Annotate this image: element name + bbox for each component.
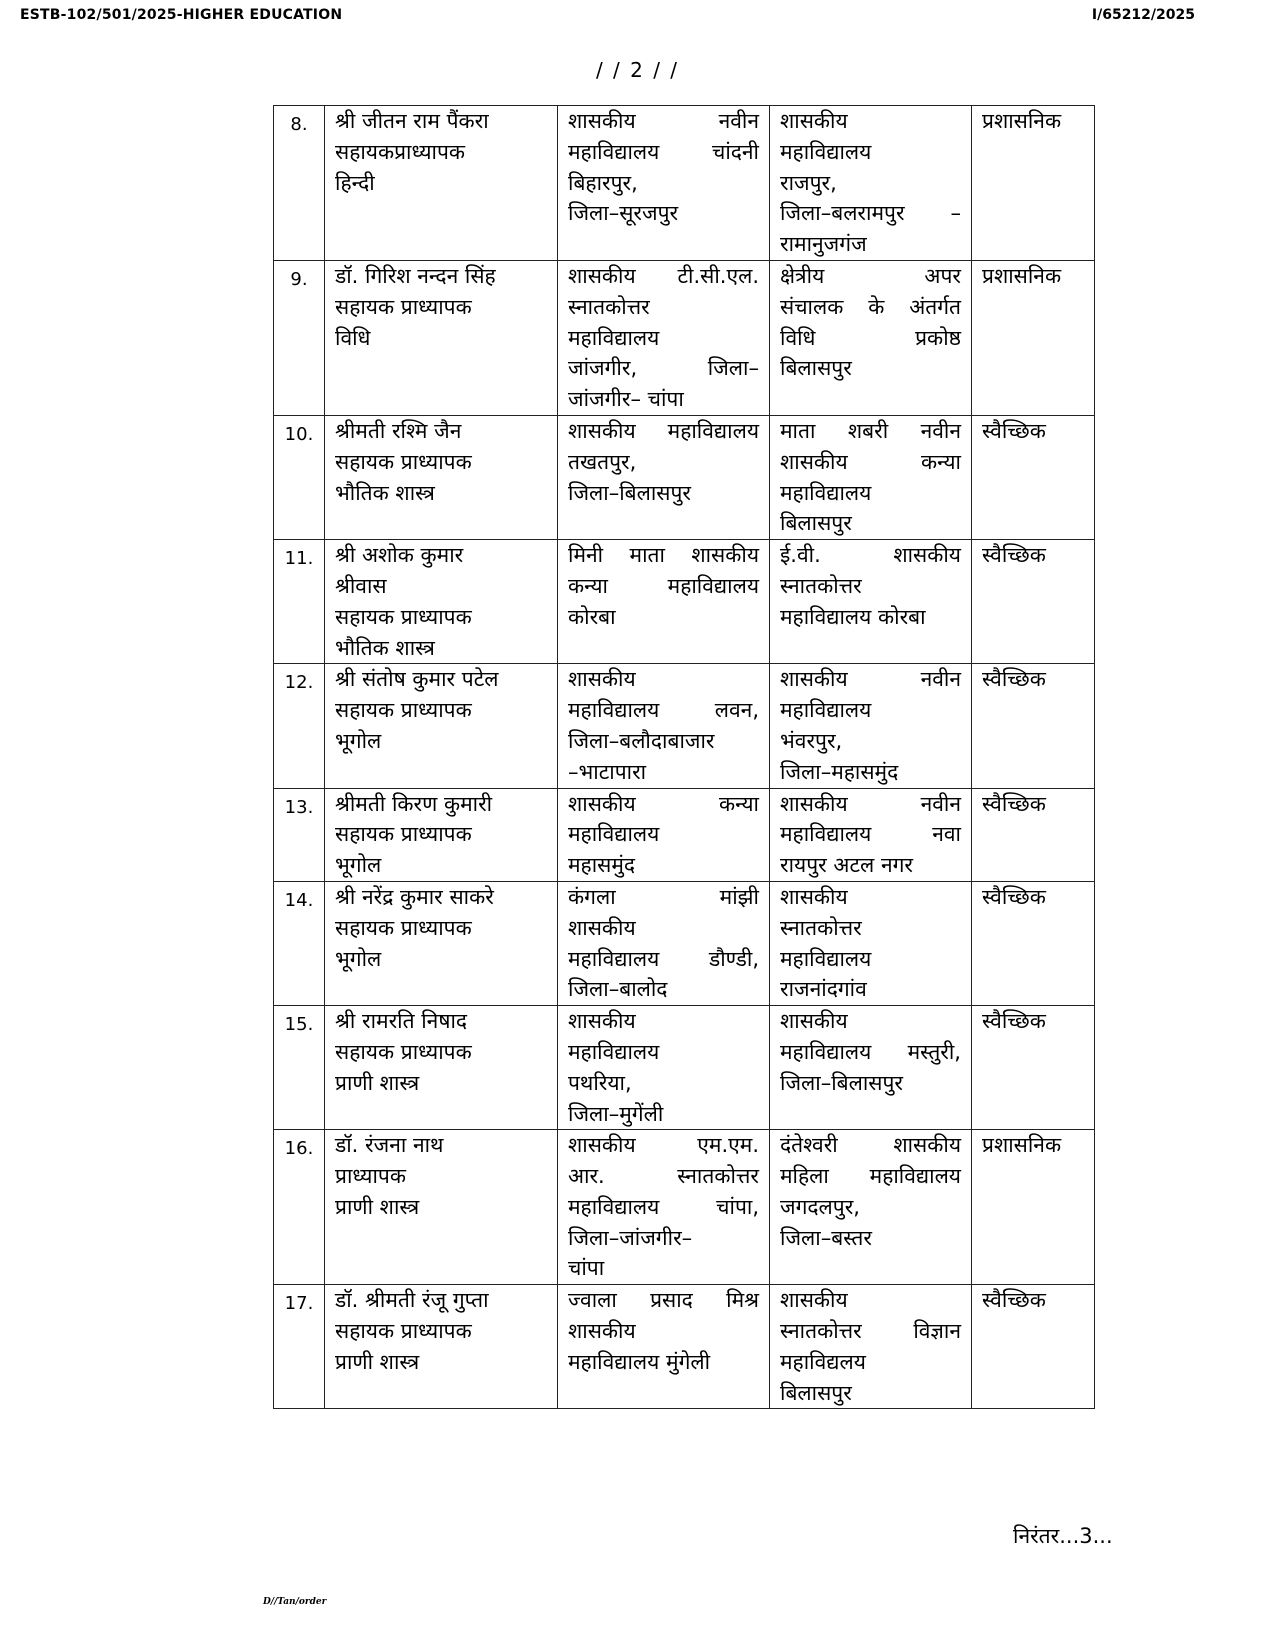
cell-line: जांजगीर, जिला–	[568, 356, 759, 381]
cell-line: शासकीय	[568, 1009, 636, 1034]
cell-line: महाविद्यालय कोरबा	[780, 604, 926, 629]
cell-line: स्नातकोत्तर विज्ञान	[780, 1319, 961, 1344]
cell-line: प्राणी शास्त्र	[335, 1194, 420, 1219]
new-posting-cell	[770, 106, 972, 261]
cell-line: भूगोल	[335, 728, 382, 753]
cell-line: श्री रामरति निषाद	[335, 1009, 468, 1034]
document-reference: I/65212/2025	[1091, 7, 1195, 23]
table-row	[274, 415, 1095, 539]
cell-line: रायपुर अटल नगर	[780, 853, 914, 878]
cell-line: भौतिक शास्त्र	[335, 635, 435, 660]
cell-line: महाविद्यालय मुंगेली	[568, 1349, 711, 1374]
new-posting-cell	[770, 540, 972, 664]
cell-line: श्रीमती किरण कुमारी	[335, 791, 493, 816]
employee-cell	[325, 664, 558, 788]
current-posting-cell	[558, 664, 770, 788]
cell-line: महाविद्यालय	[568, 822, 660, 847]
employee-cell	[325, 415, 558, 539]
employee-cell	[325, 260, 558, 415]
current-posting-cell	[558, 1130, 770, 1285]
cell-line: स्नातकोत्तर	[568, 294, 650, 319]
cell-line: शासकीय	[780, 884, 848, 909]
table-row	[274, 1130, 1095, 1285]
cell-line: मिनी माता शासकीय	[568, 543, 759, 568]
table-row	[274, 260, 1095, 415]
cell-line: शासकीय	[568, 667, 636, 692]
transfer-type-cell: स्वैच्छिक	[972, 540, 1095, 664]
cell-line: तखतपुर,	[568, 449, 637, 474]
cell-line: जिला–बिलासपुर	[568, 480, 692, 505]
cell-line: महाविद्यालय	[568, 1039, 660, 1064]
cell-line: शासकीय टी.सी.एल.	[568, 263, 759, 288]
cell-line: कन्या महाविद्यालय	[568, 573, 759, 598]
cell-line: –भाटापारा	[568, 759, 647, 784]
cell-line: ई.वी. शासकीय	[780, 543, 961, 568]
transfer-type-cell: स्वैच्छिक	[972, 415, 1095, 539]
cell-line: महाविद्यालय चांपा,	[568, 1194, 759, 1219]
employee-cell	[325, 881, 558, 1005]
cell-line: दंतेश्वरी शासकीय	[780, 1133, 961, 1158]
cell-line: शासकीय कन्या	[780, 449, 961, 474]
table-row	[274, 1285, 1095, 1409]
cell-line: महासमुंद	[568, 853, 636, 878]
cell-line: महाविद्यालय	[780, 698, 872, 723]
cell-line: महाविद्यालय नवा	[780, 822, 961, 847]
new-posting-cell	[770, 1130, 972, 1285]
transfer-type-cell: स्वैच्छिक	[972, 1006, 1095, 1130]
cell-line: बिलासपुर	[780, 356, 852, 381]
current-posting-cell	[558, 415, 770, 539]
cell-line: सहायकप्राध्यापक	[335, 139, 466, 164]
transfer-type-cell: प्रशासनिक	[972, 106, 1095, 261]
cell-line: चांपा	[568, 1256, 605, 1281]
page-number: / / 2 / /	[595, 58, 680, 82]
cell-line: विधि प्रकोष्ठ	[780, 325, 961, 350]
cell-line: शासकीय महाविद्यालय	[568, 418, 759, 443]
cell-line: पथरिया,	[568, 1070, 632, 1095]
cell-line: श्री नरेंद्र कुमार साकरे	[335, 884, 494, 909]
cell-line: राजपुर,	[780, 170, 837, 195]
transfer-type-cell: प्रशासनिक	[972, 260, 1095, 415]
table-row	[274, 664, 1095, 788]
cell-line: महिला महाविद्यालय	[780, 1164, 961, 1189]
new-posting-cell	[770, 881, 972, 1005]
cell-line: डॉ. रंजना नाथ	[335, 1133, 444, 1158]
serial-number-cell: 13.	[274, 788, 325, 881]
serial-number-cell: 15.	[274, 1006, 325, 1130]
cell-line: विधि	[335, 325, 371, 350]
cell-line: भंवरपुर,	[780, 728, 843, 753]
employee-cell	[325, 1285, 558, 1409]
current-posting-cell	[558, 540, 770, 664]
table-row	[274, 881, 1095, 1005]
cell-line: महाविद्यलय	[780, 1349, 866, 1374]
cell-line: शासकीय	[780, 109, 848, 133]
cell-line: शासकीय	[568, 1319, 636, 1344]
current-posting-cell	[558, 260, 770, 415]
employee-cell	[325, 540, 558, 664]
cell-line: जिला–बिलासपुर	[780, 1070, 904, 1095]
file-reference: ESTB-102/501/2025-HIGHER EDUCATION	[20, 7, 343, 23]
transfer-table	[273, 105, 1095, 1409]
cell-line: सहायक प्राध्यापक	[335, 822, 472, 847]
footer-reference: D//Tan/order	[263, 1597, 327, 1607]
cell-line: सहायक प्राध्यापक	[335, 1039, 472, 1064]
cell-line: श्री जीतन राम पैंकरा	[335, 109, 489, 133]
serial-number-cell: 12.	[274, 664, 325, 788]
cell-line: श्री अशोक कुमार	[335, 543, 464, 568]
cell-line: क्षेत्रीय अपर	[780, 263, 961, 288]
cell-line: शासकीय कन्या	[568, 791, 759, 816]
cell-line: कोरबा	[568, 604, 616, 629]
cell-line: भूगोल	[335, 946, 382, 971]
serial-number-cell: 11.	[274, 540, 325, 664]
cell-line: डॉ. श्रीमती रंजू गुप्ता	[335, 1288, 489, 1313]
cell-line: संचालक के अंतर्गत	[780, 294, 961, 319]
employee-cell	[325, 106, 558, 261]
cell-line: सहायक प्राध्यापक	[335, 449, 472, 474]
cell-line: श्रीमती रश्मि जैन	[335, 418, 462, 443]
cell-line: शासकीय नवीन	[780, 667, 961, 692]
transfer-type-cell: स्वैच्छिक	[972, 881, 1095, 1005]
cell-line: शासकीय नवीन	[780, 791, 961, 816]
employee-cell	[325, 1006, 558, 1130]
cell-line: सहायक प्राध्यापक	[335, 698, 472, 723]
serial-number-cell: 10.	[274, 415, 325, 539]
cell-line: प्राणी शास्त्र	[335, 1349, 420, 1374]
serial-number-cell: 8.	[274, 106, 325, 261]
transfer-table-body	[274, 106, 1095, 1409]
cell-line: राजनांदगांव	[780, 977, 867, 1002]
new-posting-cell	[770, 260, 972, 415]
employee-cell	[325, 788, 558, 881]
table-row	[274, 788, 1095, 881]
cell-line: महाविद्यालय	[780, 946, 872, 971]
current-posting-cell	[558, 881, 770, 1005]
cell-line: डॉ. गिरिश नन्दन सिंह	[335, 263, 496, 288]
current-posting-cell	[558, 788, 770, 881]
cell-line: बिहारपुर,	[568, 170, 638, 195]
cell-line: जांजगीर– चांपा	[568, 387, 684, 412]
new-posting-cell	[770, 664, 972, 788]
cell-line: शासकीय	[568, 915, 636, 940]
cell-line: जिला–जांजगीर–	[568, 1225, 693, 1250]
cell-line: श्रीवास	[335, 573, 387, 598]
cell-line: प्राध्यापक	[335, 1164, 406, 1189]
cell-line: महाविद्यालय	[780, 139, 872, 164]
table-row	[274, 106, 1095, 261]
transfer-type-cell: स्वैच्छिक	[972, 664, 1095, 788]
cell-line: सहायक प्राध्यापक	[335, 294, 472, 319]
cell-line: आर. स्नातकोत्तर	[568, 1164, 759, 1189]
continued-note: निरंतर...3...	[1013, 1524, 1113, 1548]
current-posting-cell	[558, 1006, 770, 1130]
cell-line: सहायक प्राध्यापक	[335, 604, 472, 629]
cell-line: ज्वाला प्रसाद मिश्र	[568, 1288, 759, 1313]
cell-line: भूगोल	[335, 853, 382, 878]
cell-line: महाविद्यालय चांदनी	[568, 139, 759, 164]
serial-number-cell: 17.	[274, 1285, 325, 1409]
new-posting-cell	[770, 1006, 972, 1130]
cell-line: जिला–महासमुंद	[780, 759, 899, 784]
cell-line: स्नातकोत्तर	[780, 915, 862, 940]
cell-line: महाविद्यालय	[568, 325, 660, 350]
cell-line: शासकीय एम.एम.	[568, 1133, 759, 1158]
cell-line: माता शबरी नवीन	[780, 418, 961, 443]
cell-line: जगदलपुर,	[780, 1194, 860, 1219]
table-row	[274, 1006, 1095, 1130]
cell-line: सहायक प्राध्यापक	[335, 915, 472, 940]
cell-line: कंगला मांझी	[568, 884, 759, 909]
new-posting-cell	[770, 788, 972, 881]
table-row	[274, 540, 1095, 664]
cell-line: जिला–मुगेंली	[568, 1101, 664, 1126]
cell-line: जिला–बालोद	[568, 977, 668, 1002]
cell-line: महाविद्यालय लवन,	[568, 698, 759, 723]
cell-line: जिला–बलौदाबाजार	[568, 728, 715, 753]
cell-line: शासकीय	[780, 1009, 848, 1034]
cell-line: बिलासपुर	[780, 1380, 852, 1405]
serial-number-cell: 14.	[274, 881, 325, 1005]
cell-line: महाविद्यालय डौण्डी,	[568, 946, 759, 971]
cell-line: सहायक प्राध्यापक	[335, 1319, 472, 1344]
current-posting-cell	[558, 106, 770, 261]
cell-line: शासकीय नवीन	[568, 109, 759, 133]
cell-line: हिन्दी	[335, 170, 375, 195]
cell-line: रामानुजगंज	[780, 232, 867, 257]
cell-line: जिला–बस्तर	[780, 1225, 872, 1250]
current-posting-cell	[558, 1285, 770, 1409]
cell-line: प्राणी शास्त्र	[335, 1070, 420, 1095]
new-posting-cell	[770, 1285, 972, 1409]
transfer-type-cell: स्वैच्छिक	[972, 788, 1095, 881]
cell-line: श्री संतोष कुमार पटेल	[335, 667, 499, 692]
transfer-type-cell: स्वैच्छिक	[972, 1285, 1095, 1409]
transfer-type-cell: प्रशासनिक	[972, 1130, 1095, 1285]
employee-cell	[325, 1130, 558, 1285]
cell-line: महाविद्यालय	[780, 480, 872, 505]
new-posting-cell	[770, 415, 972, 539]
cell-line: स्नातकोत्तर	[780, 573, 862, 598]
cell-line: जिला–बलरामपुर –	[780, 201, 961, 226]
cell-line: महाविद्यालय मस्तुरी,	[780, 1039, 961, 1064]
serial-number-cell: 9.	[274, 260, 325, 415]
serial-number-cell: 16.	[274, 1130, 325, 1285]
cell-line: बिलासपुर	[780, 511, 852, 536]
cell-line: भौतिक शास्त्र	[335, 480, 435, 505]
cell-line: शासकीय	[780, 1288, 848, 1313]
cell-line: जिला–सूरजपुर	[568, 201, 679, 226]
